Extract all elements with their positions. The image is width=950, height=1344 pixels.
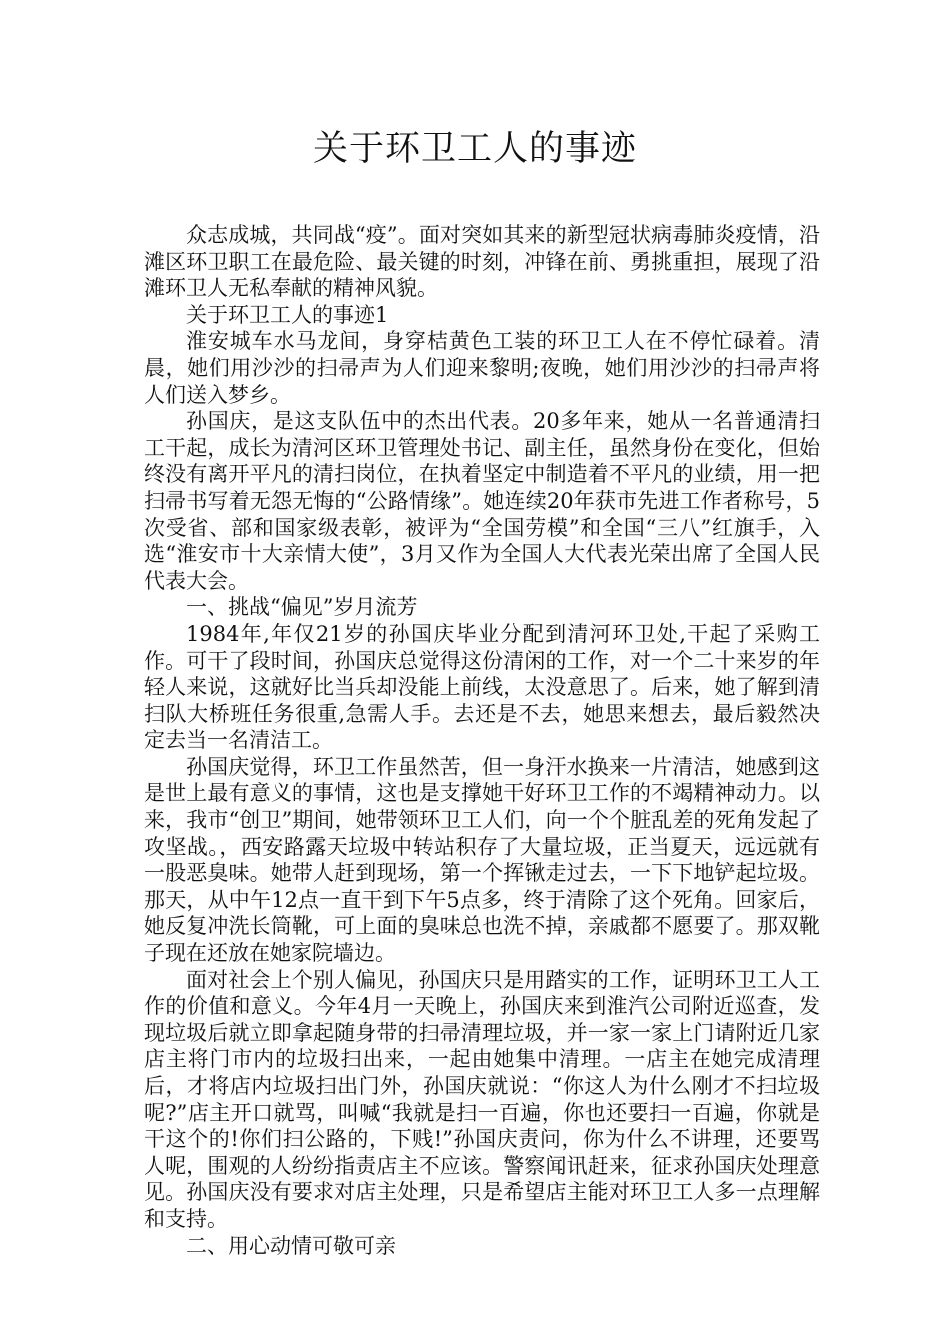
document-body	[144, 222, 820, 1259]
body-paragraph: 面对社会上个别人偏见，孙国庆只是用踏实的工作，证明环卫工人工作的价值和意义。今年4月一天晚上，孙国庆来到淮汽公司附近巡查，发现垃圾后就立即拿起随身带的扫帚清理垃圾，并一家一家上门请附近几家店主将门市内的垃圾扫出来，一起由她集中清理。一店主在她完成清理后，才将店内垃圾扫出门外，孙国庆就说：“你这人为什么刚才不扫垃圾呢?”店主开口就骂，叫喊“我就是扫一百遍，你也还要扫一百遍，你就是干这个的!你们扫公路的，下贱!”孙国庆责问，你为什么不讲理，还要骂人呢，围观的人纷纷指责店主不应该。警察闻讯赶来，征求孙国庆处理意见。孙国庆没有要求对店主处理，只是希望店主能对环卫工人多一点理解和支持。	[144, 967, 820, 1231]
body-paragraph: 1984年,年仅21岁的孙国庆毕业分配到清河环卫处,干起了采购工作。可干了段时间，孙国庆总觉得这份清闲的工作，对一个二十来岁的年轻人来说，这就好比当兵却没能上前线，太没意思了。后来，她了解到清扫队大桥班任务很重,急需人手。去还是不去，她思来想去，最后毅然决定去当一名清洁工。	[144, 621, 820, 753]
body-paragraph: 孙国庆觉得，环卫工作虽然苦，但一身汗水换来一片清洁，她感到这是世上最有意义的事情，这也是支撑她干好环卫工作的不竭精神动力。以来，我市“创卫”期间，她带领环卫工人们，向一个个脏乱差的死角发起了攻坚战。，西安路露天垃圾中转站积存了大量垃圾，正当夏天，远远就有一股恶臭味。她带人赶到现场，第一个挥锹走过去，一下下地铲起垃圾。那天，从中午12点一直干到下午5点多，终于清除了这个死角。回家后，她反复冲洗长筒靴，可上面的臭味总也洗不掉，亲戚都不愿要了。那双靴子现在还放在她家院墙边。	[144, 754, 820, 966]
section-subtitle: 关于环卫工人的事迹1	[186, 302, 389, 327]
body-paragraph: 淮安城车水马龙间，身穿桔黄色工装的环卫工人在不停忙碌着。清晨，她们用沙沙的扫帚声为人们迎来黎明;夜晚，她们用沙沙的扫帚声将人们送入梦乡。	[144, 329, 820, 407]
body-paragraph: 孙国庆，是这支队伍中的杰出代表。20多年来，她从一名普通清扫工干起，成长为清河区环卫管理处书记、副主任，虽然身份在变化，但始终没有离开平凡的清扫岗位，在执着坚定中制造着不平凡的业绩，用一把扫帚书写着无怨无悔的“公路情缘”。她连续20年获市先进工作者称号，5次受省、部和国家级表彰，被评为“全国劳模”和全国“三八”红旗手，入选“淮安市十大亲情大使”，3月又作为全国人大代表光荣出席了全国人民代表大会。	[144, 409, 820, 593]
section-heading: 一、挑战“偏见”岁月流芳	[186, 595, 418, 620]
intro-paragraph: 众志成城，共同战“疫”。面对突如其来的新型冠状病毒肺炎疫情，沿滩区环卫职工在最危险、最关键的时刻，冲锋在前、勇挑重担，展现了沿滩环卫人无私奉献的精神风貌。	[144, 223, 820, 301]
document-title: 关于环卫工人的事迹	[312, 129, 637, 169]
section-heading: 二、用心动情可敬可亲	[186, 1233, 396, 1258]
